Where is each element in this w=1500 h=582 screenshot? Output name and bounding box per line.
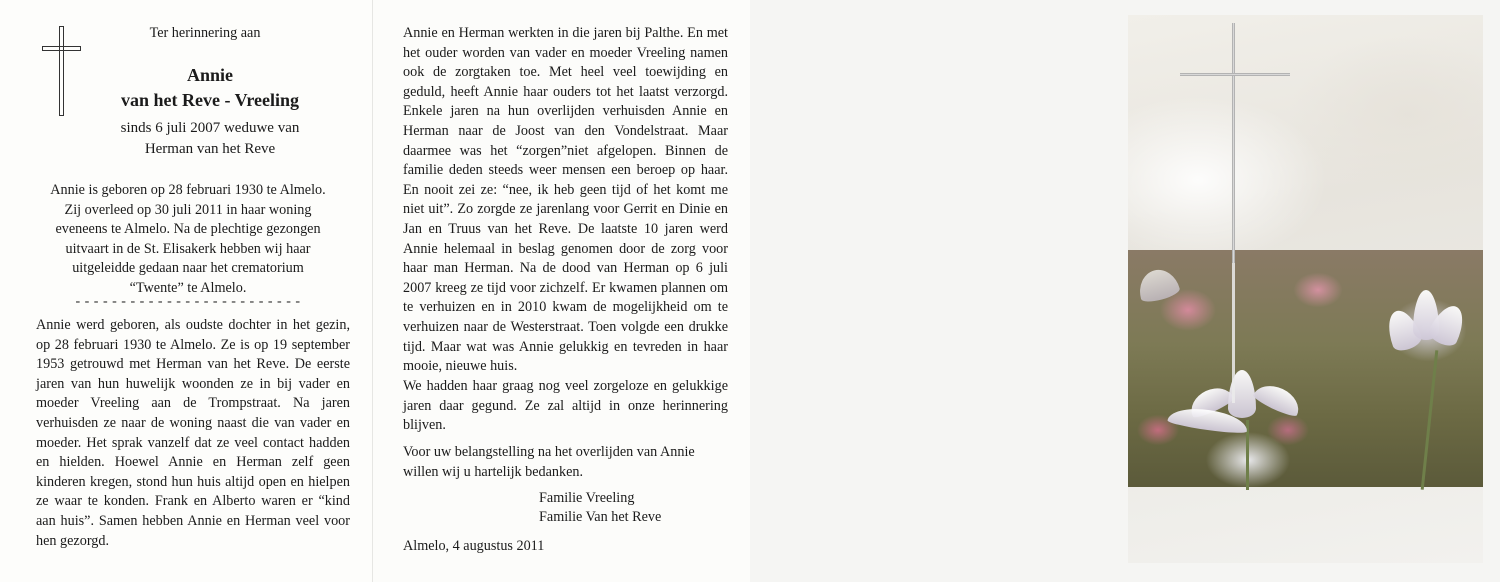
life-story: Annie werd geboren, als oudste dochter in het gezin, op 28 februari 1930 te Almelo. Ze is op 19 september 1953 getrouwd met Herman van het Reve. De eerste jaren van hun huwelijk woonden ze in bij vader en moeder Vreeling aan de Trompstraat. Na jaren verhuisden ze naar de woning naast die van vader en moeder. Het sprak vanzelf dat ze veel contact hadden en hielden. Hoewel Annie en Herman zelf geen kinderen kregen, stond hun huis altijd open en hielpen ze waar te konden. Frank en Alberto waren er “kind aan huis”. Samen hebben Annie en Herman veel voor hen gezorgd.	[36, 317, 350, 549]
bio-line: uitvaart in de St. Elisakerk hebben wij haar	[65, 240, 311, 257]
cross-icon	[1232, 23, 1235, 263]
closing-paragraph: We hadden haar graag nog veel zorgeloze en gelukkige jaren daar gegund. Ze zal altijd in onze herinnering blijven.	[403, 378, 728, 434]
place-and-date: Almelo, 4 augustus 2011	[403, 538, 545, 554]
cross-reflection	[1232, 263, 1235, 403]
story-continued: Annie en Herman werkten in die jaren bij Palthe. En met het ouder worden van vader en moeder Vreeling namen ook de zorgtaken toe. Met heel veel toewijding en geduld, heeft Annie haar ouders tot het laatst verzorgd. Enkele jaren na hun overlijden verhuisden Annie en Herman naar de Joost van den Vondelstraat. Maar daarmee was het “zorgen”niet afgelopen. Binnen de familie deden steeds weer mensen een beroep op haar. En nooit zei ze: “nee, ik heb geen tijd of het komt me niet uit”. Zo zorgde ze jarenlang voor Gerrit en Dinie en Jan en Truus van het Reve. De laatste 10 jaren werd Annie helemaal in beslag genomen door de zorg voor haar man Herman. Na de dood van Herman op 6 juli 2007 kreeg ze tijd voor zichzelf. Er kwamen plannen om te verhuizen en in 2010 kwam de mogelijkheid om te verhuizen naar de Westerstraat. Toen volgde een drukke tijd. Maar wat was Annie gelukkig en tevreden in haar mooie, nieuwe huis.	[403, 25, 728, 375]
flower-image	[1128, 250, 1483, 487]
bio-block	[20, 181, 356, 299]
intro-text: Ter herinnering aan	[149, 25, 261, 41]
thanks-paragraph: Voor uw belangstelling na het overlijden van Annie willen wij u hartelijk bedanken.	[403, 444, 695, 480]
bio-line: “Twente” te Almelo.	[129, 279, 247, 296]
signature-van-het-reve: Familie Van het Reve	[539, 509, 662, 525]
bio-line: uitgeleidde gedaan naar het crematorium	[72, 260, 304, 277]
cross-bar	[1180, 73, 1290, 76]
separator: - - - - - - - - - - - - - - - - - - - - - - - - -	[75, 294, 301, 309]
deceased-first-name: Annie	[186, 65, 233, 85]
middle-page	[372, 0, 751, 582]
widow-line-1: sinds 6 juli 2007 weduwe van	[120, 120, 300, 136]
widow-line-2: Herman van het Reve	[144, 141, 276, 157]
cover-photo	[1128, 15, 1483, 563]
bio-line: Zij overleed op 30 juli 2011 in haar woning	[64, 201, 312, 218]
deceased-full-name: van het Reve - Vreeling	[121, 90, 299, 110]
left-page	[0, 0, 372, 582]
bio-line: eveneens te Almelo. Na de plechtige gezongen	[55, 221, 321, 238]
bio-line: Annie is geboren op 28 februari 1930 te Almelo.	[50, 182, 326, 198]
signature-vreeling: Familie Vreeling	[539, 490, 635, 506]
